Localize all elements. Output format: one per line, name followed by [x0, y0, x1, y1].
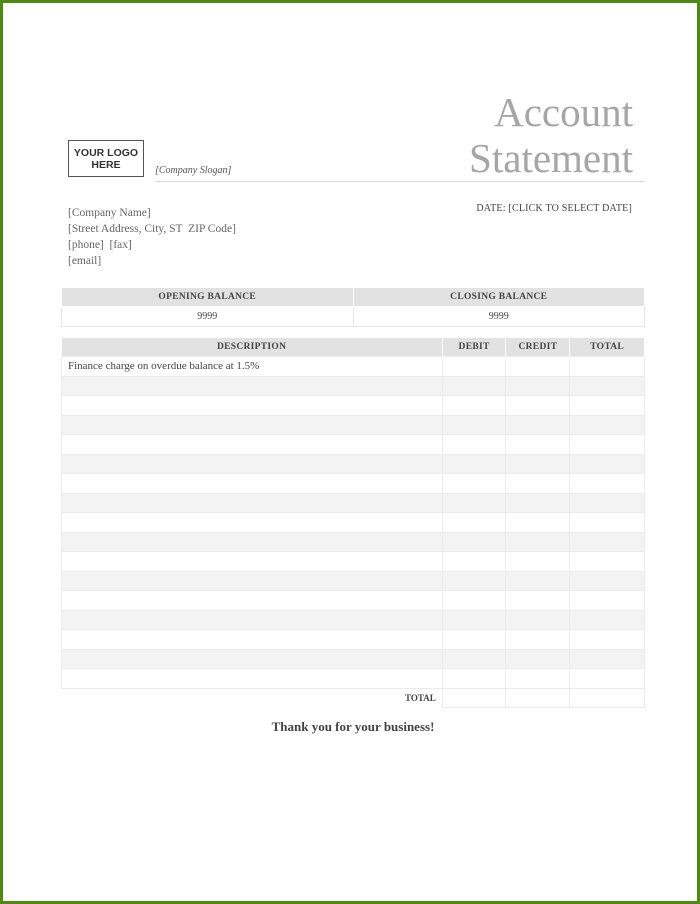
description-cell[interactable] [62, 552, 443, 572]
description-cell[interactable] [62, 669, 443, 689]
company-slogan[interactable]: [Company Slogan] [155, 165, 232, 176]
table-row [62, 474, 645, 494]
header-divider [155, 181, 645, 182]
credit-cell[interactable] [506, 669, 570, 689]
credit-header: CREDIT [506, 338, 570, 357]
debit-cell[interactable] [442, 376, 506, 396]
logo-text-line-2: HERE [91, 158, 121, 171]
total-cell[interactable] [570, 435, 645, 455]
total-label: TOTAL [62, 688, 443, 708]
table-row [62, 669, 645, 689]
credit-cell[interactable] [506, 513, 570, 533]
logo-placeholder[interactable] [68, 140, 144, 177]
debit-cell[interactable] [442, 435, 506, 455]
credit-cell[interactable] [506, 610, 570, 630]
table-row [62, 630, 645, 650]
description-cell[interactable] [62, 649, 443, 669]
opening-balance-header: OPENING BALANCE [62, 288, 354, 307]
table-row [62, 591, 645, 611]
document-title [469, 89, 633, 181]
description-header: DESCRIPTION [62, 338, 443, 357]
credit-cell[interactable] [506, 591, 570, 611]
table-row [62, 493, 645, 513]
credit-cell[interactable] [506, 357, 570, 377]
table-row [62, 610, 645, 630]
description-cell[interactable] [62, 493, 443, 513]
credit-cell[interactable] [506, 376, 570, 396]
total-total-cell[interactable] [570, 688, 645, 708]
debit-cell[interactable] [442, 669, 506, 689]
debit-cell[interactable] [442, 415, 506, 435]
table-row [62, 396, 645, 416]
description-cell[interactable] [62, 571, 443, 591]
debit-cell[interactable] [442, 571, 506, 591]
credit-cell[interactable] [506, 630, 570, 650]
debit-cell[interactable] [442, 630, 506, 650]
company-name[interactable]: [Company Name] [68, 207, 151, 219]
title-line-1: Account [494, 89, 633, 135]
debit-cell[interactable] [442, 649, 506, 669]
balance-table [61, 287, 645, 327]
description-cell[interactable] [62, 396, 443, 416]
debit-cell[interactable] [442, 552, 506, 572]
description-cell[interactable] [62, 454, 443, 474]
total-header: TOTAL [570, 338, 645, 357]
total-cell[interactable] [570, 454, 645, 474]
description-cell[interactable]: Finance charge on overdue balance at 1.5% [62, 357, 443, 377]
credit-cell[interactable] [506, 454, 570, 474]
description-cell[interactable] [62, 415, 443, 435]
table-row [62, 454, 645, 474]
table-row [62, 552, 645, 572]
description-cell[interactable] [62, 474, 443, 494]
total-cell[interactable] [570, 415, 645, 435]
description-cell[interactable] [62, 610, 443, 630]
total-cell[interactable] [570, 669, 645, 689]
logo-text-line-1: YOUR LOGO [73, 146, 139, 159]
statement-table [61, 338, 645, 708]
table-row [62, 649, 645, 669]
debit-cell[interactable] [442, 357, 506, 377]
total-cell[interactable] [570, 376, 645, 396]
credit-cell[interactable] [506, 552, 570, 572]
credit-cell[interactable] [506, 532, 570, 552]
debit-cell[interactable] [442, 493, 506, 513]
total-credit-cell[interactable] [506, 688, 570, 708]
credit-cell[interactable] [506, 649, 570, 669]
total-cell[interactable] [570, 571, 645, 591]
credit-cell[interactable] [506, 415, 570, 435]
description-cell[interactable] [62, 376, 443, 396]
debit-header: DEBIT [442, 338, 506, 357]
table-row [62, 376, 645, 396]
credit-cell[interactable] [506, 571, 570, 591]
company-street-address[interactable]: [Street Address, City, ST ZIP Code] [68, 223, 236, 235]
credit-cell[interactable] [506, 474, 570, 494]
total-cell[interactable] [570, 630, 645, 650]
total-debit-cell[interactable] [442, 688, 506, 708]
description-cell[interactable] [62, 630, 443, 650]
total-cell[interactable] [570, 396, 645, 416]
statement-rows [62, 357, 645, 689]
total-cell[interactable] [570, 532, 645, 552]
total-cell[interactable] [570, 649, 645, 669]
description-cell[interactable] [62, 513, 443, 533]
debit-cell[interactable] [442, 591, 506, 611]
credit-cell[interactable] [506, 435, 570, 455]
debit-cell[interactable] [442, 454, 506, 474]
debit-cell[interactable] [442, 610, 506, 630]
total-cell[interactable] [570, 552, 645, 572]
description-cell[interactable] [62, 435, 443, 455]
debit-cell[interactable] [442, 513, 506, 533]
total-cell[interactable] [570, 591, 645, 611]
company-address-block [68, 205, 236, 269]
total-cell[interactable] [570, 474, 645, 494]
total-cell[interactable] [570, 493, 645, 513]
table-row [62, 415, 645, 435]
title-line-2: Statement [469, 135, 633, 181]
total-cell[interactable] [570, 513, 645, 533]
company-email[interactable]: [email] [68, 255, 102, 267]
opening-balance-value[interactable]: 9999 [62, 307, 354, 327]
debit-cell[interactable] [442, 532, 506, 552]
table-row [62, 513, 645, 533]
description-cell[interactable] [62, 532, 443, 552]
total-cell[interactable] [570, 357, 645, 377]
description-cell[interactable] [62, 591, 443, 611]
table-row [62, 435, 645, 455]
table-row [62, 571, 645, 591]
date-field[interactable]: DATE: [CLICK TO SELECT DATE] [476, 203, 632, 214]
closing-balance-header: CLOSING BALANCE [353, 288, 645, 307]
thank-you-message: Thank you for your business! [271, 719, 435, 734]
debit-cell[interactable] [442, 474, 506, 494]
table-row [62, 532, 645, 552]
company-phone-fax[interactable]: [phone] [fax] [68, 239, 132, 251]
debit-cell[interactable] [442, 396, 506, 416]
closing-balance-value[interactable]: 9999 [353, 307, 645, 327]
table-row [62, 357, 645, 377]
credit-cell[interactable] [506, 493, 570, 513]
total-cell[interactable] [570, 610, 645, 630]
credit-cell[interactable] [506, 396, 570, 416]
